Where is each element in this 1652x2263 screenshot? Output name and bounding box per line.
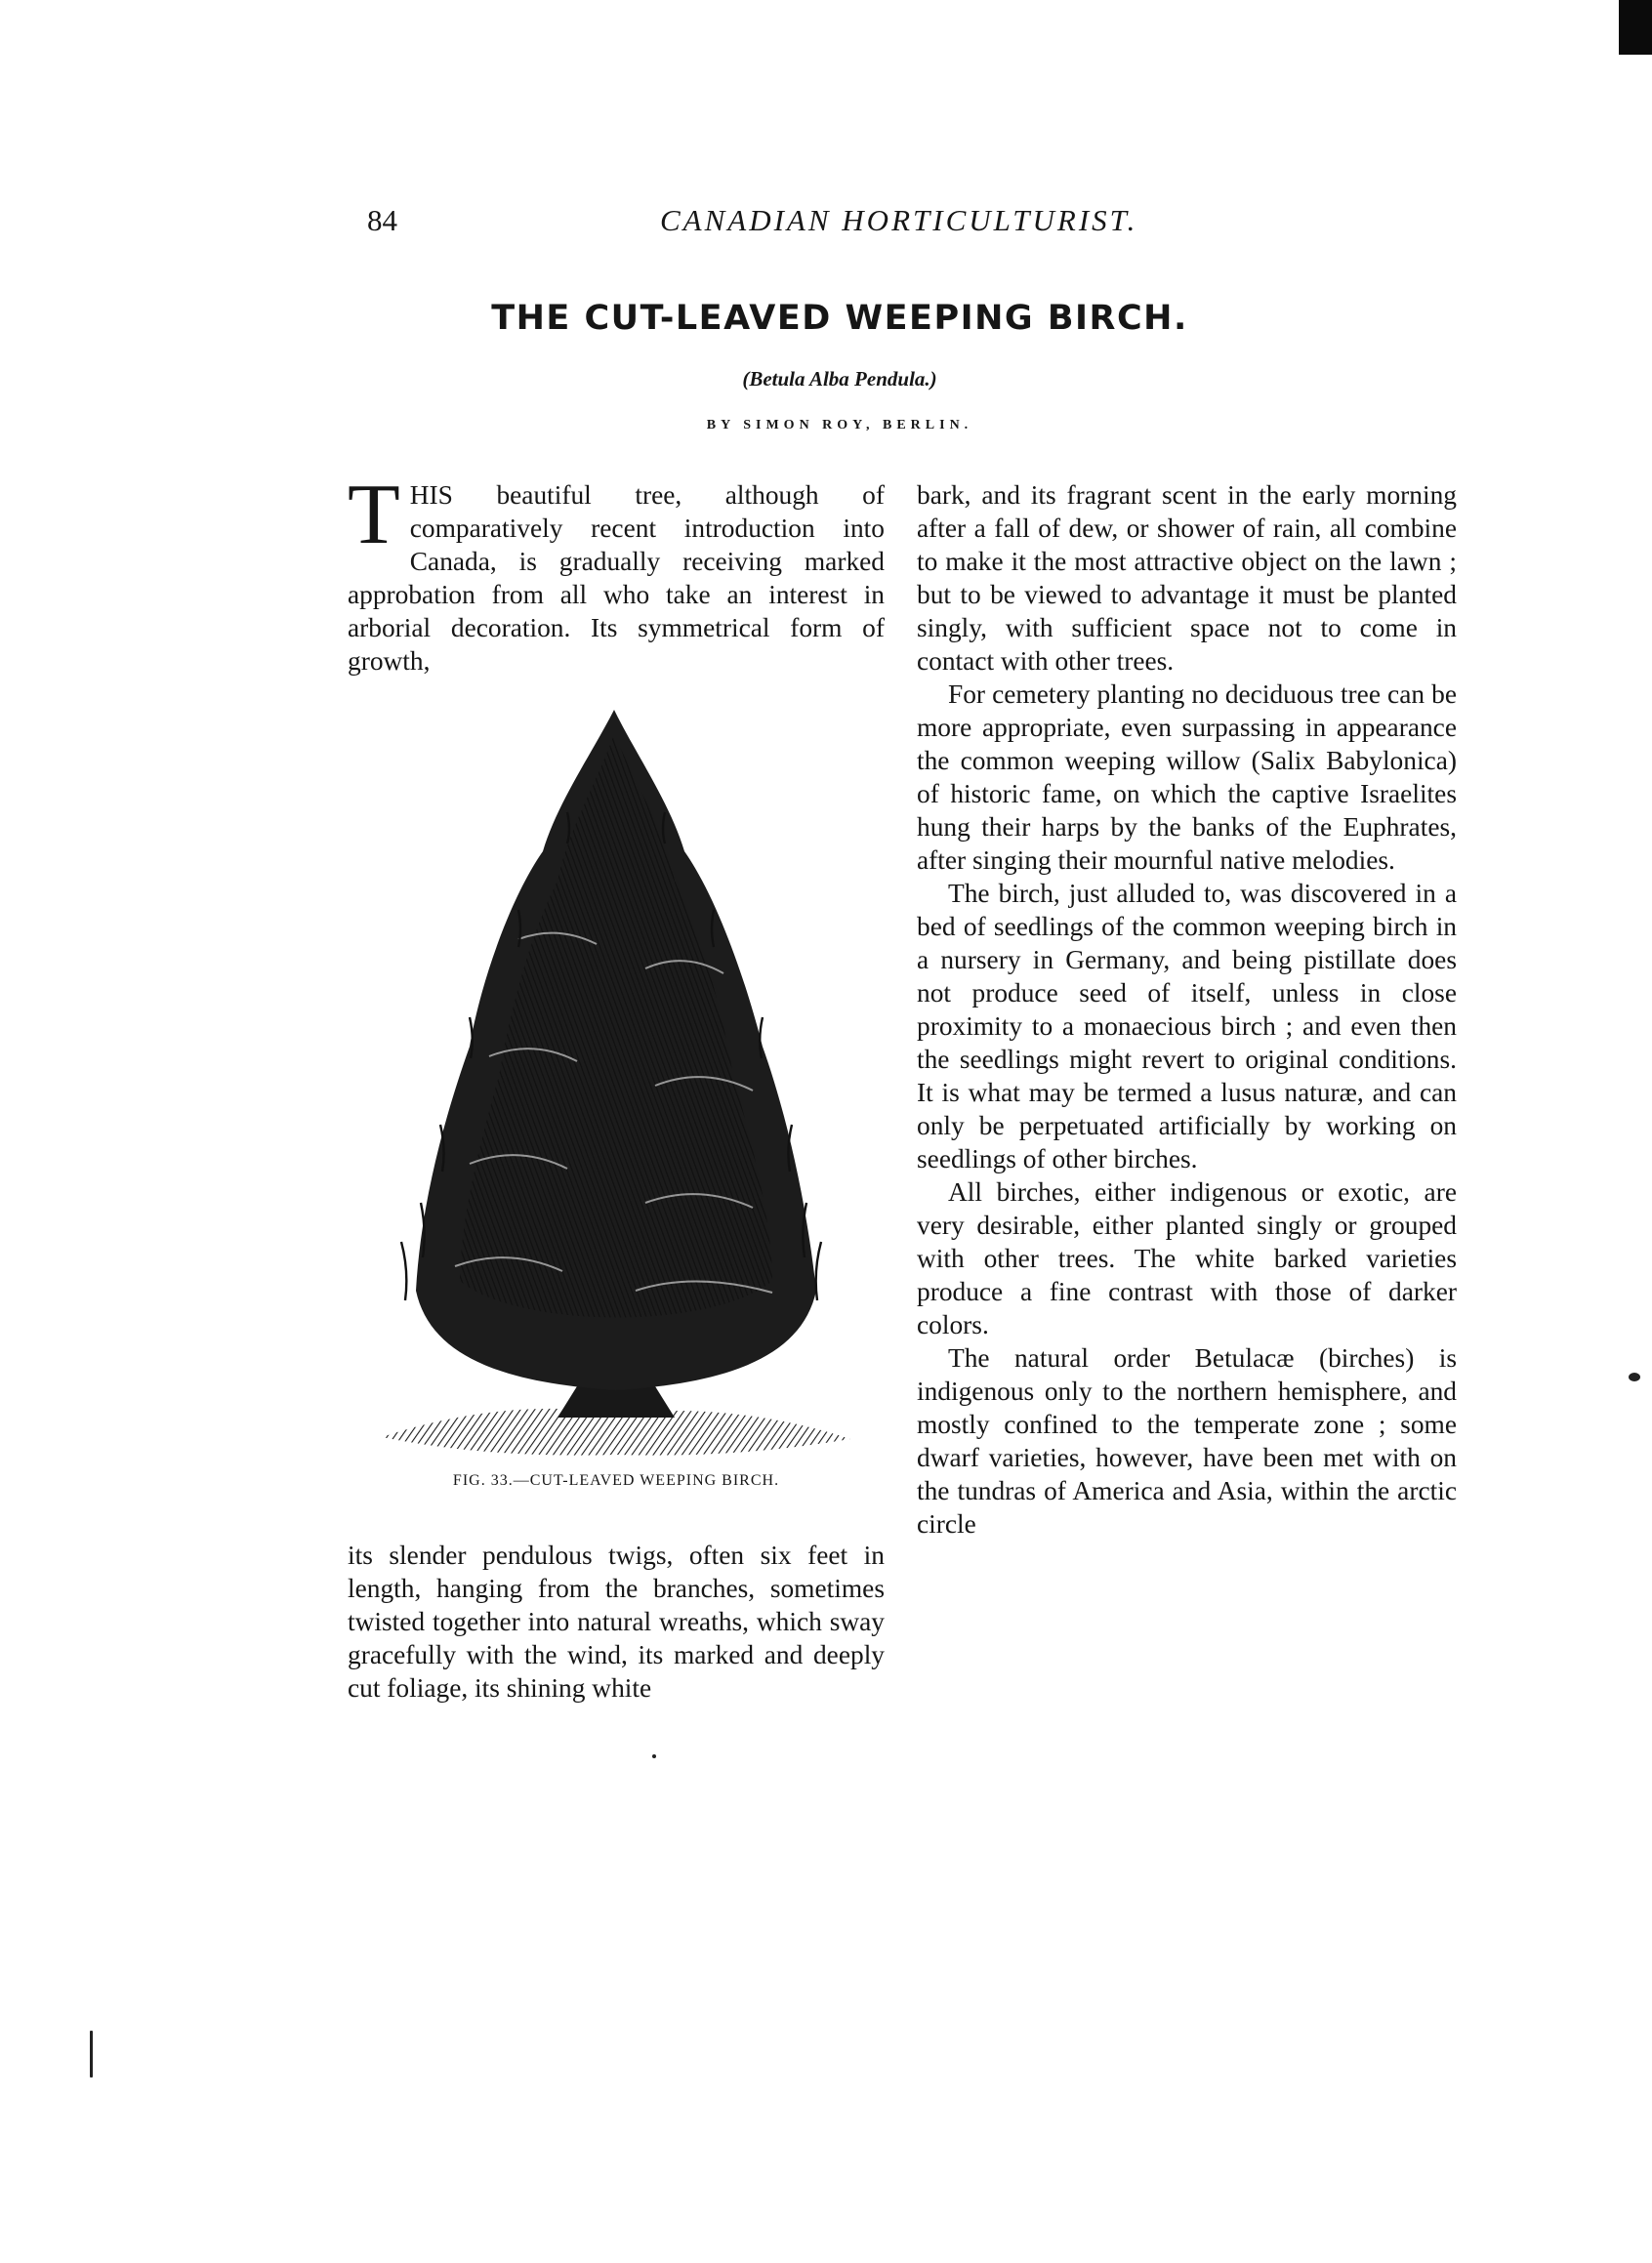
paragraph-bark: bark, and its fragrant scent in the early morning after a fall of dew, or shower of rain, all combine to make it the most attractive object on the lawn ; but to be viewed to advantage it must be planted singly, with sufficient space not to come in contact with other trees.	[917, 480, 1457, 676]
paragraph-discovery: The birch, just alluded to, was discovered in a bed of seedlings of the common weeping birch in a nursery in Germany, and being pistillate does not produce seed of itself, unless in close proximity to a monaecious birch ; and even then the seedlings might revert to original conditions. It is what may be termed a lusus naturæ, and can only be perpetuated artificially by working on seedlings of other birches.	[917, 879, 1457, 1173]
paragraph-betulaceae: The natural order Betulacæ (birches) is indigenous only to the northern hemisphere, and mostly confined to the temperate zone ; some dwarf varieties, however, have been met with on the tundras of America and Asia, within the arctic circle	[917, 1343, 1457, 1539]
running-head	[367, 203, 1183, 252]
paragraph-cemetery: For cemetery planting no deciduous tree can be more appropriate, even surpassing in appearance the common weeping willow (Salix Babylonica) of historic fame, on which the captive Israelites hung their harps by the banks of the Euphrates, after singing their mournful native melodies.	[917, 679, 1457, 875]
paragraph-continued: its slender pendulous twigs, often six feet in length, hanging from the branches, sometimes twisted together into natural wreaths, which sway gracefully with the wind, its marked and deeply cut foliage, its shining white	[348, 1541, 885, 1703]
paragraph-all-birches: All birches, either indigenous or exotic, are very desirable, either planted singly or grouped with other trees. The white barked varieties produce a fine contrast with those of darker colors.	[917, 1177, 1457, 1339]
scan-speck	[1629, 1373, 1640, 1381]
byline: BY SIMON ROY, BERLIN.	[706, 418, 973, 432]
journal-title: CANADIAN HORTICULTURIST.	[660, 203, 1138, 237]
scan-speck	[652, 1754, 656, 1758]
opening-paragraph	[348, 468, 885, 678]
opening-text: HIS beautiful tree, although of comparatively recent introduction into Canada, is gradually receiving marked approbation from all who take an interest in arborial decoration. Its symmetrical form of growth,	[348, 480, 885, 676]
weeping-birch-engraving-icon	[362, 695, 870, 1466]
page-number: 84	[367, 203, 397, 237]
drop-cap: T	[348, 468, 400, 562]
scan-speck	[90, 2031, 93, 2078]
left-column-top	[348, 468, 885, 678]
article-subtitle: (Betula Alba Pendula.)	[742, 367, 937, 391]
right-column	[917, 478, 1457, 1541]
figure	[348, 695, 885, 1505]
left-column-bottom	[348, 1539, 885, 1705]
scan-edge-mark	[1619, 0, 1652, 55]
article-title: THE CUT-LEAVED WEEPING BIRCH.	[491, 299, 1188, 338]
figure-caption: FIG. 33.—CUT-LEAVED WEEPING BIRCH.	[452, 1472, 780, 1489]
